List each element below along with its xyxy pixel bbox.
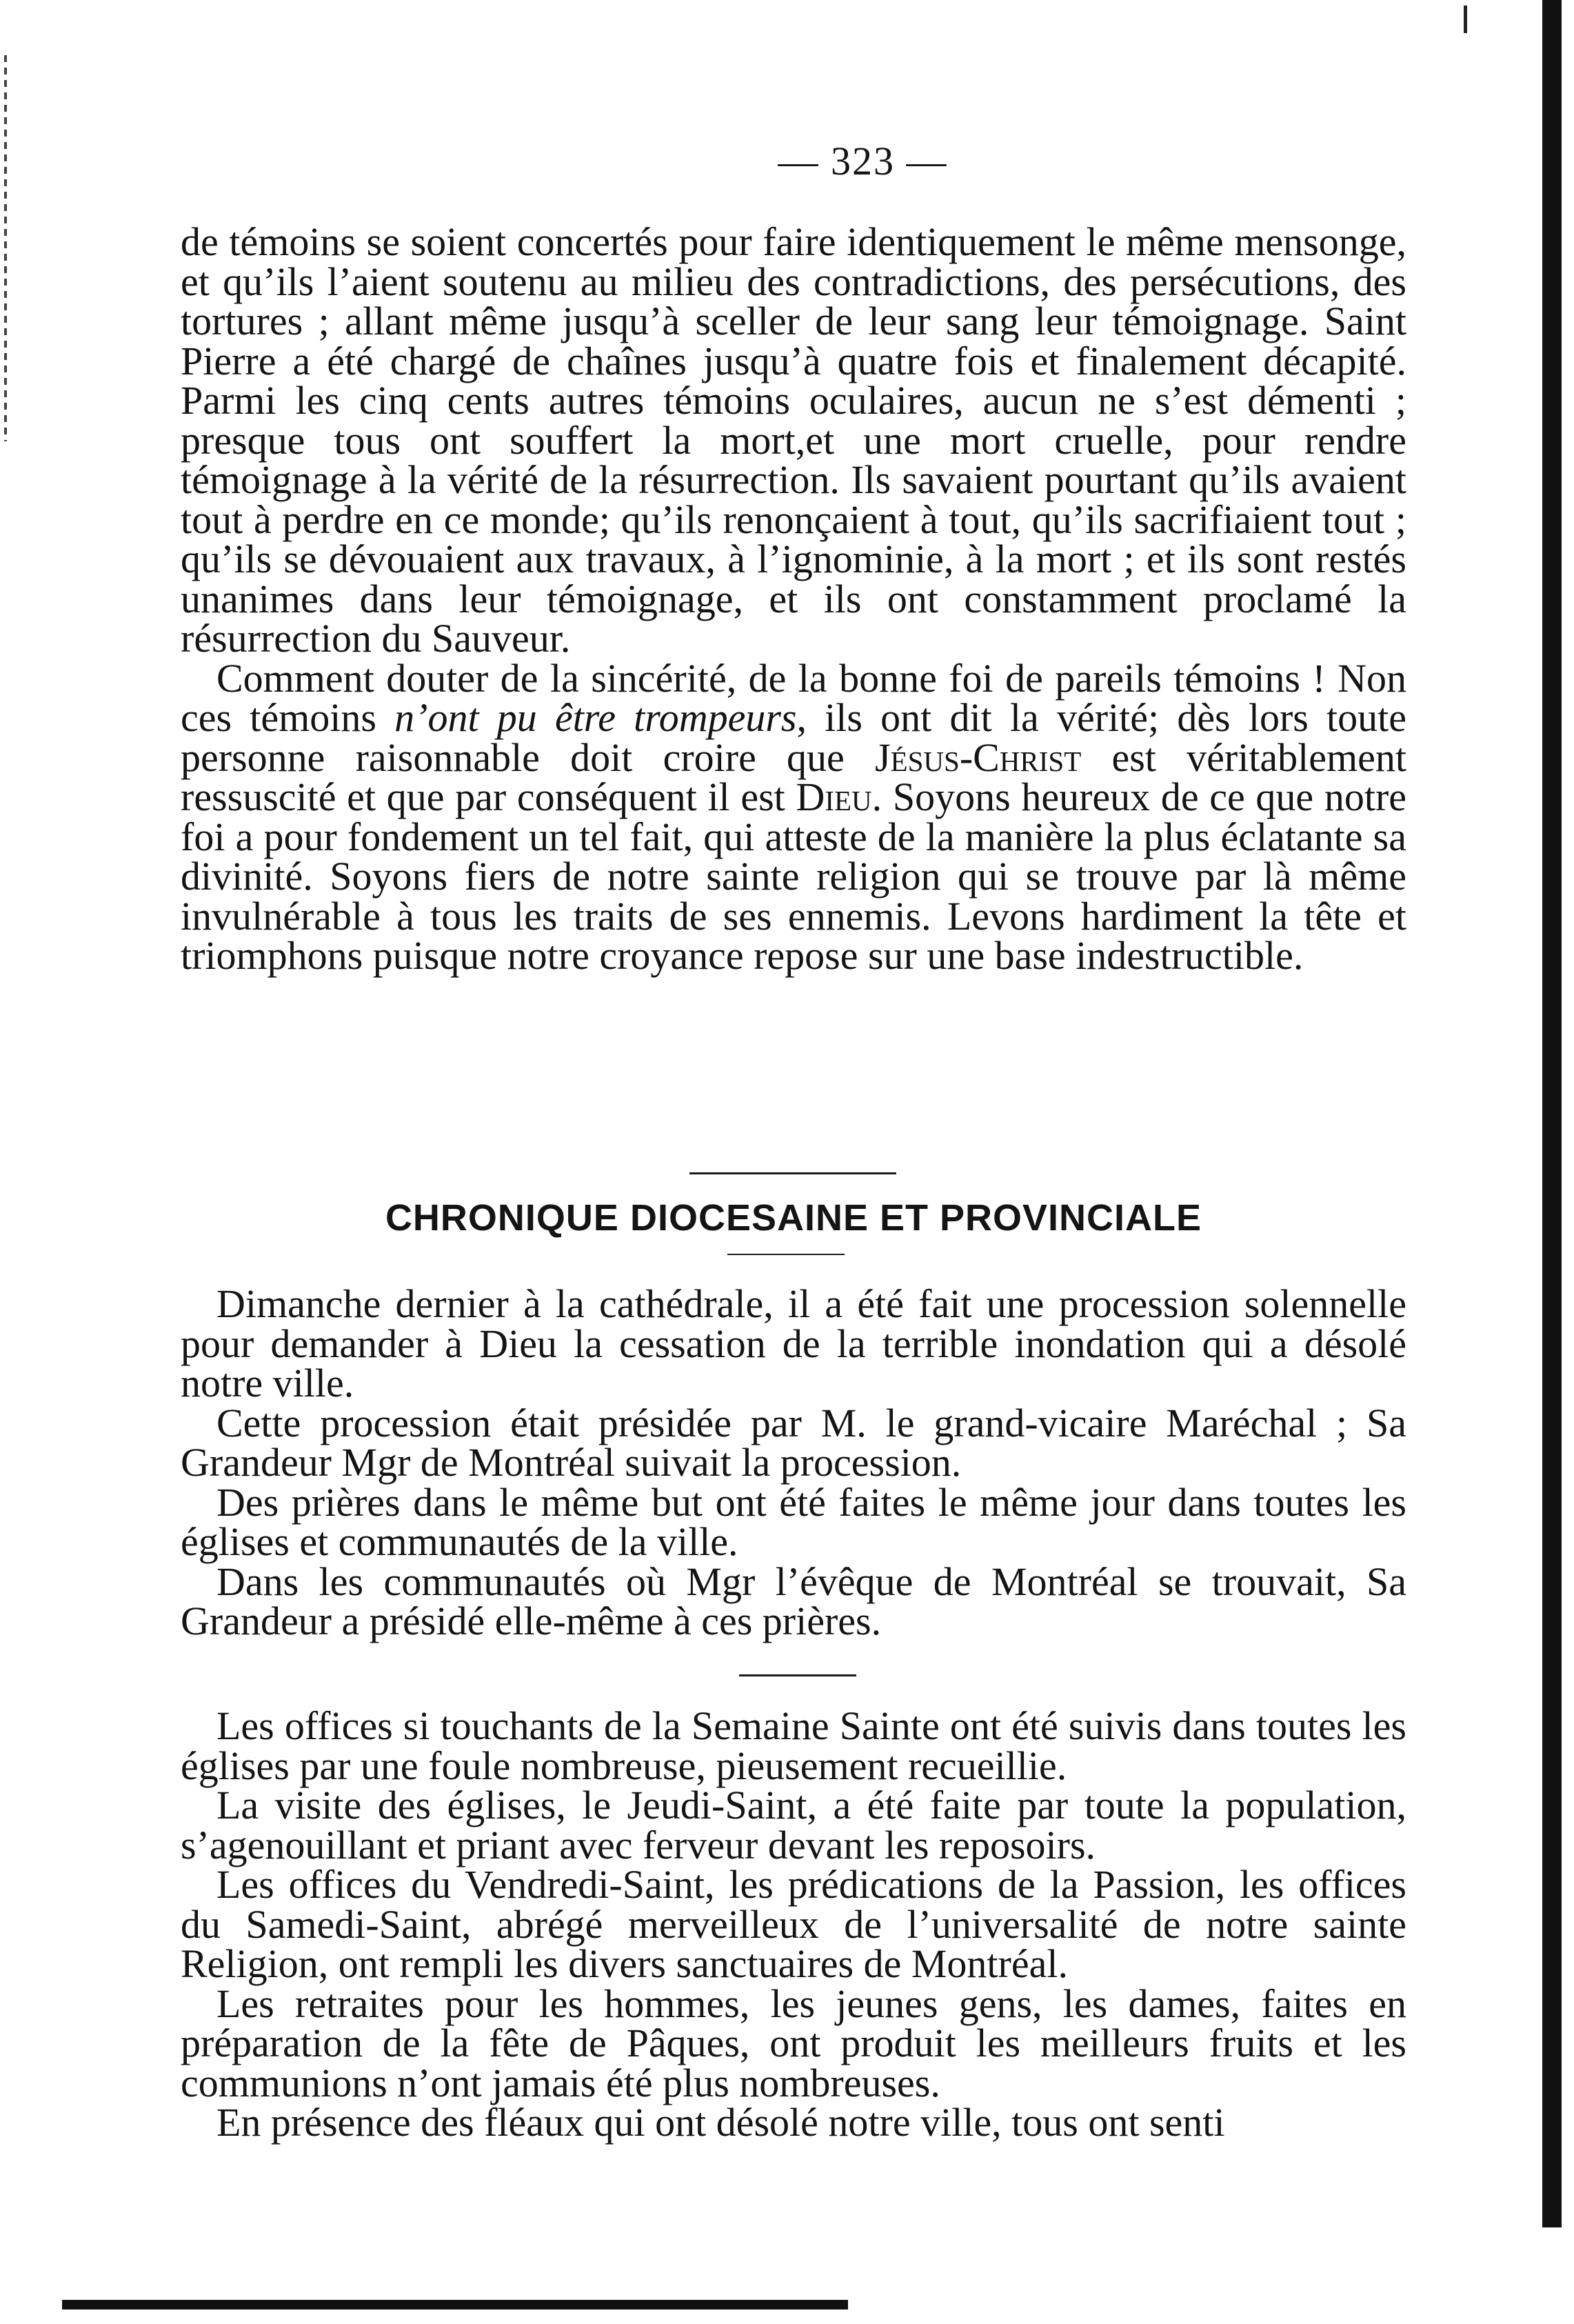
chronicle-paragraph: Dimanche dernier à la cathédrale, il a été fait une procession solennelle pour demander à Dieu la cessation de la terrible inondation qui a désolé notre ville. — [181, 1281, 1406, 1405]
article-text — [181, 219, 1407, 978]
scan-edge-left — [4, 55, 7, 441]
chronicle-paragraph: La visite des églises, le Jeudi-Saint, a été faite par toute la population, s’agenouillant et priant avec ferveur devant les reposoirs. — [181, 1783, 1406, 1867]
text-run: Jésus-Christ — [874, 734, 1082, 780]
chronicle-section-1 — [181, 1281, 1406, 1643]
article-paragraph — [181, 655, 1407, 978]
chronicle-paragraph: Les retraites pour les hommes, les jeunes gens, les dames, faites en préparation de la fête de Pâques, ont produit les meilleurs fruits et les communions n’ont jamais été plus nombreuses. — [181, 1981, 1406, 2105]
scan-edge-bottom — [62, 2300, 848, 2310]
text-run: Comment douter de la sincérité, de la bonne foi de pareils témoins ! Non ces témoins — [181, 655, 1406, 740]
heading-underline — [727, 1254, 845, 1255]
text-run: , ils ont dit la vérité; dès lors toute personne raisonnable doit croire que — [181, 695, 1407, 780]
separator-rule-short — [739, 1674, 856, 1676]
chronicle-paragraph: Les offices si touchants de la Semaine Sainte ont été suivis dans toutes les églises par une foule nombreuse, pieusement recueillie. — [181, 1703, 1406, 1788]
section-heading: CHRONIQUE DIOCESAINE ET PROVINCIALE — [385, 1197, 1202, 1239]
chronicle-paragraph: Cette procession était présidée par M. le grand-vicaire Maréchal ; Sa Grandeur Mgr de Montréal suivait la procession. — [181, 1400, 1406, 1485]
chronicle-paragraph: Les offices du Vendredi-Saint, les prédications de la Passion, les offices du Samedi-Saint, abrégé merveilleux de l’universalité de notre sainte Religion, ont rempli les divers sanctuaires de Montréal. — [181, 1862, 1406, 1986]
text-run: de témoins se soient concertés pour faire identiquement le même mensonge, et qu’ils l’aient soutenu au milieu des contradictions, des persécutions, des tortures ; allant même jusqu’à sceller de leur sang leur témoignage. Saint Pierre a été chargé de chaînes jusqu’à quatre fois et finalement décapité. Parmi les cinq cents autres témoins oculaires, aucun ne s’est démenti ; presque tous ont souffert la mort,et une mort cruelle, pour rendre témoignage à la vérité de la résurrection. Ils savaient pourtant qu’ils avaient tout à perdre en ce monde; qu’ils renonçaient à tout, qu’ils sacrifiaient tout ; qu’ils se dévouaient aux travaux, à l’ignominie, à la mort ; et ils sont restés unanimes dans leur témoignage, et ils ont constamment proclamé la résurrection du Sauveur. — [181, 219, 1406, 661]
page-number: — 323 — — [778, 139, 948, 183]
scan-edge-right — [1542, 0, 1562, 2227]
chronicle-section-2 — [181, 1703, 1406, 2145]
separator-rule — [689, 1172, 896, 1174]
chronicle-paragraph: Des prières dans le même but ont été faites le même jour dans toutes les églises et communautés de la ville. — [181, 1479, 1406, 1564]
text-run: Dieu — [796, 774, 872, 819]
chronicle-paragraph: En présence des fléaux qui ont désolé notre ville, tous ont senti — [216, 2100, 1225, 2145]
scan-mark-top — [1464, 6, 1467, 33]
text-run: est véritablement ressuscité et que par conséquent il est — [181, 734, 1406, 819]
text-run: . Soyons heureux de ce que notre foi a pour fondement un tel fait, qui atteste de la manière la plus éclatante sa divinité. Soyons fiers de notre sainte religion qui se trouve par là même invulnérable à tous les traits de ses ennemis. Levons hardiment la tête et triomphons puisque notre croyance repose sur une base indestructible. — [181, 774, 1407, 978]
chronicle-paragraph: Dans les communautés où Mgr l’évêque de Montréal se trouvait, Sa Grandeur a présidé elle-même à ces prières. — [181, 1559, 1406, 1643]
article-paragraph — [181, 219, 1406, 661]
text-run: n’ont pu être trompeurs — [394, 695, 797, 740]
